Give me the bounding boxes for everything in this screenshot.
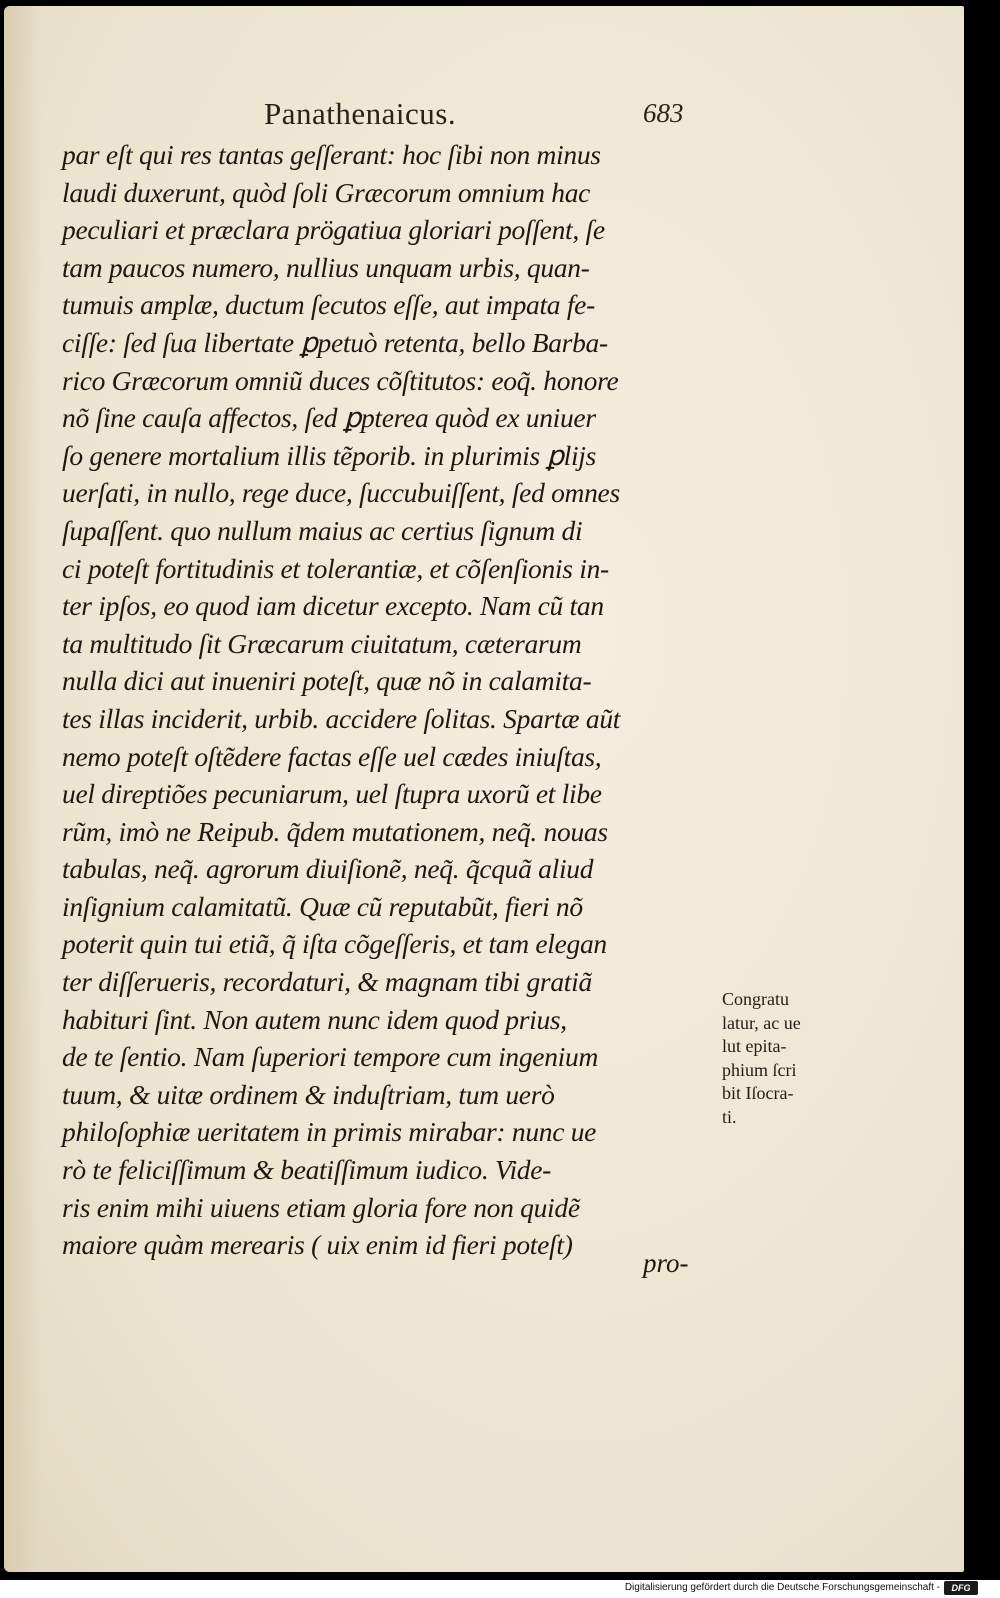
text-line: nõ ſine cauſa affectos, ſed ꝑpterea quòd ex uniuer — [62, 402, 596, 434]
text-line: ter diſſerueris, recordaturi, & magnam tibi gratiã — [62, 966, 592, 998]
text-line: nemo poteſt oſtẽdere factas eſſe uel cædes iniuſtas, — [62, 740, 602, 772]
text-line: ci poteſt fortitudinis et tolerantiæ, et cõſenſionis in- — [62, 552, 609, 584]
dfg-logo: DFG — [944, 1581, 978, 1595]
text-line: de te ſentio. Nam ſuperiori tempore cum ingenium — [62, 1041, 599, 1073]
text-line: tumuis amplæ, ductum ſecutos eſſe, aut impata fe- — [62, 289, 595, 321]
page-spine-shadow — [4, 6, 42, 1572]
text-line: rico Græcorum omniũ duces cõſtitutos: eoq̃. honore — [62, 364, 619, 396]
text-line: tabulas, neq̃. agrorum diuiſionẽ, neq̃. q̃cquã aliud — [62, 853, 594, 885]
text-line: philoſophiæ ueritatem in primis mirabar: nunc ue — [62, 1116, 597, 1148]
text-line: inſignium calamitatũ. Quæ cũ reputabũt, fieri nõ — [62, 890, 583, 922]
margin-note-line: ti. — [722, 1106, 737, 1127]
text-line: ſupaſſent. quo nullum maius ac certius ſignum di — [62, 514, 583, 546]
text-line: rũm, imò ne Reipub. q̃dem mutationem, neq̃. nouas — [62, 815, 608, 847]
margin-note-line: Congratu — [722, 989, 789, 1009]
text-line: nulla dici aut inueniri poteſt, quæ nõ in calamita- — [62, 665, 592, 697]
margin-note-line: latur, ac ue — [722, 1012, 801, 1033]
text-line: tes illas inciderit, urbib. accidere ſolitas. Spartæ aũt — [62, 702, 621, 734]
main-text-block — [62, 136, 722, 1264]
text-line: uerſati, in nullo, rege duce, ſuccubuiſſent, ſed omnes — [62, 477, 620, 509]
text-line: uel direptiões pecuniarum, uel ſtupra uxorũ et libe — [62, 778, 602, 810]
running-header-title: Panathenaicus. — [264, 96, 457, 131]
catchword: pro- — [643, 1248, 689, 1278]
text-line: ris enim mihi uiuens etiam gloria fore non quidẽ — [62, 1191, 580, 1223]
margin-note-line: lut epita- — [722, 1036, 787, 1056]
margin-note — [722, 988, 832, 1129]
page-number: 683 — [643, 98, 684, 128]
text-line: maiore quàm merearis ( uix enim id fieri poteſt) — [62, 1229, 573, 1261]
text-line: ſo genere mortalium illis tẽporib. in plurimis ꝑlijs — [62, 439, 597, 471]
text-line: poterit quin tui etiã, q̃ iſta cõgeſſeris, et tam elegan — [62, 928, 607, 960]
text-line: habituri ſint. Non autem nunc idem quod prius, — [62, 1003, 567, 1035]
text-line: ciſſe: ſed ſua libertate ꝑpetuò retenta, bello Barba- — [62, 326, 608, 358]
text-line: tuum, & uitæ ordinem & induſtriam, tum uerò — [62, 1078, 555, 1110]
text-line: ter ipſos, eo quod iam dicetur excepto. Nam cũ tan — [62, 590, 604, 622]
text-line: rò te feliciſſimum & beatiſſimum iudico. Vide- — [62, 1154, 552, 1186]
text-line: tam paucos numero, nullius unquam urbis, quan- — [62, 251, 590, 283]
footer-credit: Digitalisierung gefördert durch die Deutsche Forschungsgemeinschaft - — [624, 1582, 940, 1593]
text-line: par eſt qui res tantas geſſerant: hoc ſibi non minus — [62, 139, 601, 170]
text-line: peculiari et præclara prögatiua gloriari poſſent, ſe — [62, 214, 605, 246]
margin-note-line: phium ſcri — [722, 1059, 797, 1080]
text-line: laudi duxerunt, quòd ſoli Græcorum omnium hac — [62, 176, 591, 208]
text-line: ta multitudo ſit Græcarum ciuitatum, cæterarum — [62, 627, 582, 659]
margin-note-line: bit Iſocra- — [722, 1083, 794, 1103]
